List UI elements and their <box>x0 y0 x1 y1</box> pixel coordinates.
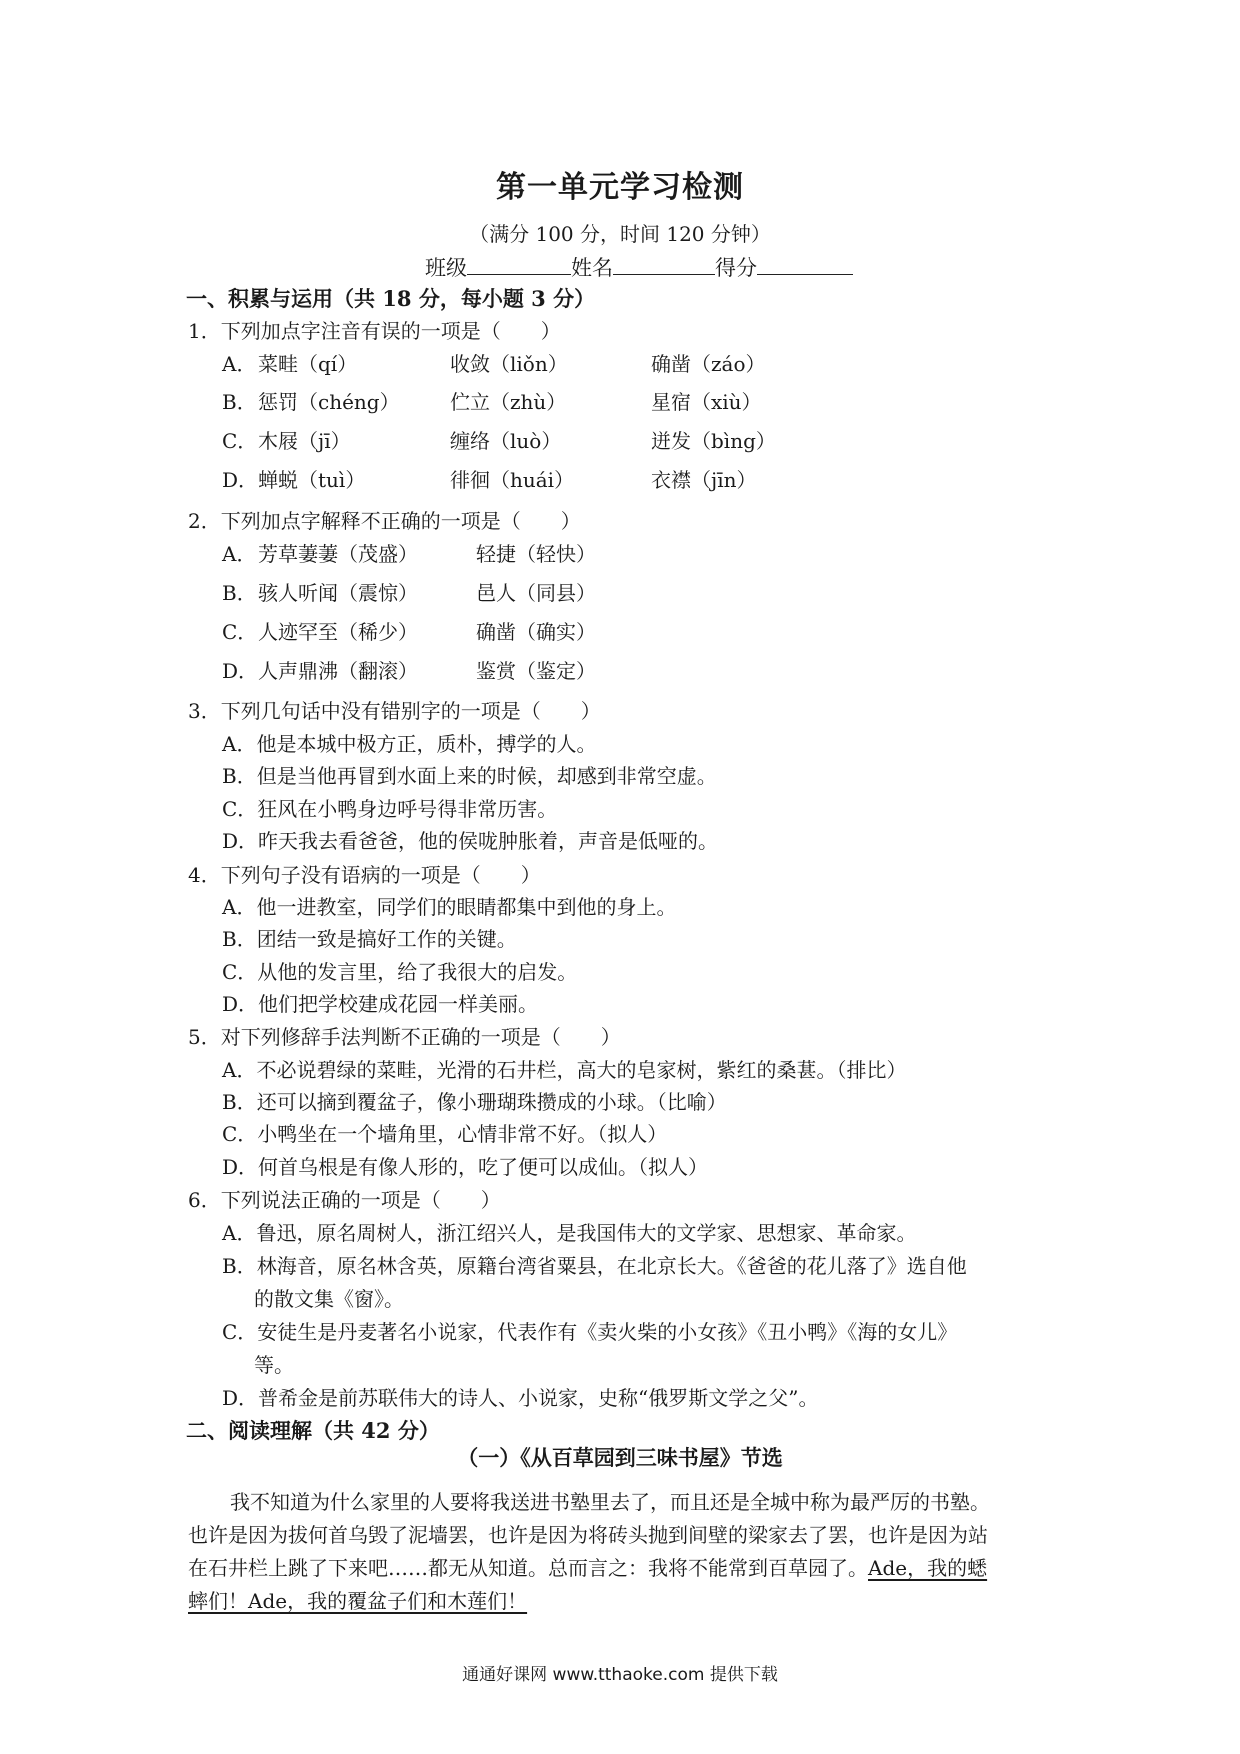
q6-option-b-line2: 的散文集《窗》。 <box>254 1287 404 1311</box>
q1-stem: 1．下列加点字注音有误的一项是（ ） <box>188 319 561 343</box>
q1-option-a-col3: 确凿（záo） <box>651 352 766 376</box>
q5-option-b: B．还可以摘到覆盆子，像小珊瑚珠攒成的小球。（比喻） <box>222 1090 727 1114</box>
q1-option-c-col2: 缠络（luò） <box>450 429 562 453</box>
passage-line-3 <box>188 1552 987 1585</box>
q6-option-d: D．普希金是前苏联伟大的诗人、小说家，史称“俄罗斯文学之父”。 <box>222 1386 819 1410</box>
student-info-line <box>425 252 853 282</box>
q1-option-d-col3: 衣襟（jīn） <box>651 468 757 492</box>
passage-line-4 <box>188 1585 527 1618</box>
q4-option-d: D．他们把学校建成花园一样美丽。 <box>222 992 539 1016</box>
passage-title: （一）《从百草园到三味书屋》节选 <box>457 1445 783 1470</box>
passage-line-1: 我不知道为什么家里的人要将我送进书塾里去了，而且还是全城中称为最严厉的书塾。 <box>230 1490 990 1514</box>
q3-option-d: D．昨天我去看爸爸，他的侯咙肿胀着，声音是低哑的。 <box>222 829 719 853</box>
q5-option-d: D．何首乌根是有像人形的，吃了便可以成仙。（拟人） <box>222 1155 709 1179</box>
q1-option-a-col1: 菜畦（qí） <box>258 352 358 376</box>
q1-option-b-col3: 星宿（xiù） <box>651 390 762 414</box>
passage-underlined-sentence-part1: Ade，我的蟋 <box>868 1556 988 1580</box>
section1-heading: 一、积累与运用（共 18 分，每小题 3 分） <box>186 286 596 311</box>
q2-option-c-col2: 确凿（确实） <box>476 620 596 644</box>
q4-option-b: B．团结一致是搞好工作的关键。 <box>222 927 517 951</box>
q6-option-c-line1: C．安徒生是丹麦著名小说家，代表作有《卖火柴的小女孩》《丑小鸭》《海的女儿》 <box>222 1320 958 1344</box>
q4-option-a: A．他一进教室，同学们的眼睛都集中到他的身上。 <box>222 895 677 919</box>
q2-option-a-col2: 轻捷（轻快） <box>476 542 596 566</box>
passage-underlined-sentence-part2: 蟀们！Ade，我的覆盆子们和木莲们！ <box>188 1589 528 1613</box>
q1-option-c-col1: 木屐（jī） <box>258 429 351 453</box>
name-label: 姓名 <box>571 256 613 280</box>
passage-line-2: 也许是因为拔何首乌毁了泥墙罢，也许是因为将砖头抛到间壁的梁家去了罢，也许是因为站 <box>188 1523 988 1547</box>
q1-option-b-col2: 伫立（zhù） <box>450 390 567 414</box>
score-label: 得分 <box>715 256 757 280</box>
q6-option-b-line1: B．林海音，原名林含英，原籍台湾省粟县，在北京长大。《爸爸的花儿落了》选自他 <box>222 1254 967 1278</box>
page-title: 第一单元学习检测 <box>496 170 744 205</box>
name-blank[interactable] <box>613 254 715 275</box>
q5-stem: 5．对下列修辞手法判断不正确的一项是（ ） <box>188 1025 621 1049</box>
q1-option-d-col1: 蝉蜕（tuì） <box>258 468 366 492</box>
footer-source: 通通好课网 www.tthaoke.com 提供下载 <box>462 1665 778 1685</box>
q6-stem: 6．下列说法正确的一项是（ ） <box>188 1188 501 1212</box>
q1-option-b-label: B． <box>222 390 257 414</box>
q3-stem: 3．下列几句话中没有错别字的一项是（ ） <box>188 699 601 723</box>
q4-stem: 4．下列句子没有语病的一项是（ ） <box>188 863 541 887</box>
page-subtitle: （满分 100 分，时间 120 分钟） <box>469 222 771 246</box>
class-label: 班级 <box>425 256 467 280</box>
q2-option-d-col1: 人声鼎沸（翻滚） <box>258 659 418 683</box>
q2-stem: 2．下列加点字解释不正确的一项是（ ） <box>188 509 581 533</box>
q2-option-a-label: A． <box>222 542 257 566</box>
q1-option-a-col2: 收敛（liǒn） <box>450 352 568 376</box>
q2-option-b-col2: 邑人（同县） <box>476 581 596 605</box>
q6-option-a: A．鲁迅，原名周树人，浙江绍兴人，是我国伟大的文学家、思想家、革命家。 <box>222 1221 917 1245</box>
q2-option-b-label: B． <box>222 581 257 605</box>
q1-option-a-label: A． <box>222 352 257 376</box>
q2-option-a-col1: 芳草萋萋（茂盛） <box>258 542 418 566</box>
q2-option-d-label: D． <box>222 659 259 683</box>
q3-option-c: C．狂风在小鸭身边呼号得非常历害。 <box>222 797 558 821</box>
q6-option-c-line2: 等。 <box>254 1353 294 1377</box>
q5-option-a: A．不必说碧绿的菜畦，光滑的石井栏，高大的皂家树，紫红的桑葚。（排比） <box>222 1058 907 1082</box>
q3-option-b: B．但是当他再冒到水面上来的时候，却感到非常空虚。 <box>222 764 717 788</box>
q5-option-c: C．小鸭坐在一个墙角里，心情非常不好。（拟人） <box>222 1122 668 1146</box>
q2-option-b-col1: 骇人听闻（震惊） <box>258 581 418 605</box>
q4-option-c: C．从他的发言里，给了我很大的启发。 <box>222 960 578 984</box>
score-blank[interactable] <box>757 254 853 275</box>
q1-option-d-col2: 徘徊（huái） <box>450 468 575 492</box>
section2-heading: 二、阅读理解（共 42 分） <box>186 1418 440 1443</box>
class-blank[interactable] <box>467 254 571 275</box>
q2-option-c-col1: 人迹罕至（稀少） <box>258 620 418 644</box>
q3-option-a: A．他是本城中极方正，质朴，搏学的人。 <box>222 732 597 756</box>
q1-option-b-col1: 惩罚（chéng） <box>258 390 400 414</box>
q2-option-c-label: C． <box>222 620 258 644</box>
passage-line-3-text: 在石井栏上跳了下来吧……都无从知道。总而言之：我将不能常到百草园了。 <box>188 1556 868 1580</box>
q1-option-c-col3: 迸发（bìng） <box>651 429 776 453</box>
q1-option-d-label: D． <box>222 468 259 492</box>
q2-option-d-col2: 鉴赏（鉴定） <box>476 659 596 683</box>
q1-option-c-label: C． <box>222 429 258 453</box>
